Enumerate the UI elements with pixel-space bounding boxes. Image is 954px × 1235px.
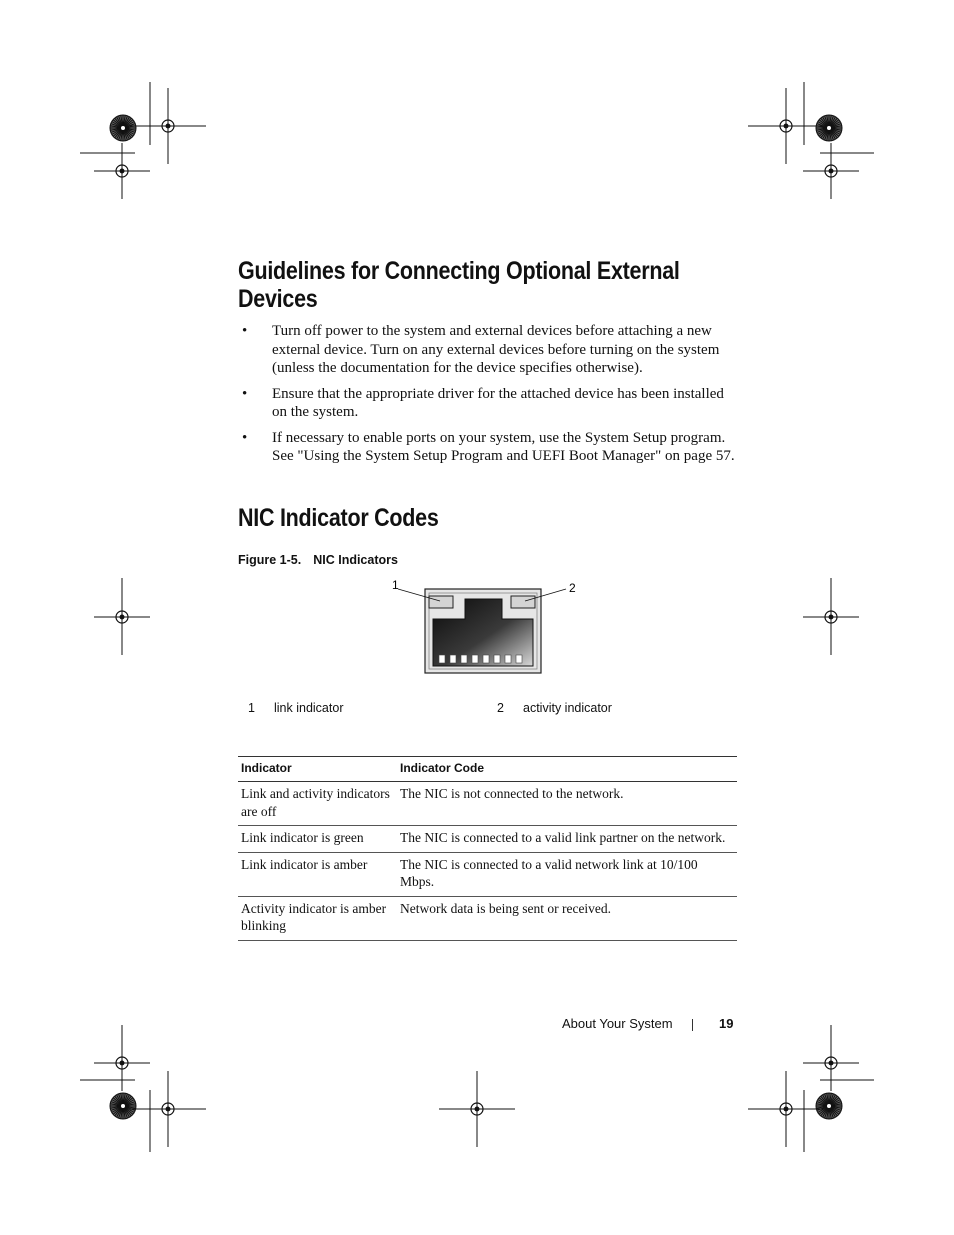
column-header: Indicator Code	[397, 757, 737, 782]
port-pin	[483, 655, 489, 663]
callout-number-2: 2	[569, 581, 576, 595]
table-cell: Link indicator is amber	[238, 852, 397, 896]
footer-divider	[692, 1019, 693, 1031]
legend-text: activity indicator	[523, 701, 612, 715]
port-pin	[450, 655, 456, 663]
bullet-text: Ensure that the appropriate driver for the attached device has been installed on the system.	[272, 385, 724, 420]
nic-port-illustration	[380, 574, 580, 679]
bullet-icon: •	[242, 385, 248, 402]
table-cell: The NIC is connected to a valid link partner on the network.	[397, 826, 737, 853]
page-number: 19	[719, 1016, 734, 1031]
table-row	[238, 782, 737, 826]
figure-caption	[238, 553, 398, 567]
nic-indicator-table	[238, 756, 737, 941]
port-pin	[516, 655, 522, 663]
port-pin	[461, 655, 467, 663]
figure-title: NIC Indicators	[313, 553, 398, 567]
section-heading-guidelines: Guidelines for Connecting Optional External Devices	[238, 257, 680, 313]
bullet-text: Turn off power to the system and external devices before attaching a new external device. Turn on any external devices before turning on the system (unless the documentation for the device specifies otherwise).	[272, 323, 720, 376]
table-row	[238, 826, 737, 853]
figure-label: Figure 1-5.	[238, 553, 302, 567]
table-cell: Activity indicator is amber blinking	[238, 896, 397, 940]
table-cell: The NIC is connected to a valid network link at 10/100 Mbps.	[397, 852, 737, 896]
port-pin	[439, 655, 445, 663]
column-header: Indicator	[238, 757, 397, 782]
table-cell: The NIC is not connected to the network.	[397, 782, 737, 826]
callout-number-1: 1	[392, 578, 399, 592]
table-cell: Link indicator is green	[238, 826, 397, 853]
guidelines-bullet-list	[238, 322, 738, 473]
bullet-item	[238, 429, 738, 466]
table-row	[238, 852, 737, 896]
bullet-text: If necessary to enable ports on your system, use the System Setup program. See "Using the System Setup Program and UEFI Boot Manager" on page 57.	[272, 429, 735, 464]
link-indicator-led	[429, 596, 453, 608]
port-pin	[494, 655, 500, 663]
legend-number: 2	[497, 701, 504, 715]
section-heading-nic: NIC Indicator Codes	[238, 504, 439, 532]
legend-text: link indicator	[274, 701, 344, 715]
bullet-item	[238, 385, 738, 422]
legend-item	[497, 701, 612, 715]
bullet-item	[238, 322, 738, 378]
legend-item	[248, 701, 343, 715]
table-cell: Network data is being sent or received.	[397, 896, 737, 940]
footer-section-title: About Your System	[562, 1016, 673, 1031]
activity-indicator-led	[511, 596, 535, 608]
legend-number: 1	[248, 701, 255, 715]
table-cell: Link and activity indicators are off	[238, 782, 397, 826]
table-row	[238, 896, 737, 940]
port-pin	[505, 655, 511, 663]
bullet-icon: •	[242, 323, 248, 339]
bullet-icon: •	[242, 429, 248, 446]
port-pin	[472, 655, 478, 663]
table-header-row	[238, 757, 737, 782]
